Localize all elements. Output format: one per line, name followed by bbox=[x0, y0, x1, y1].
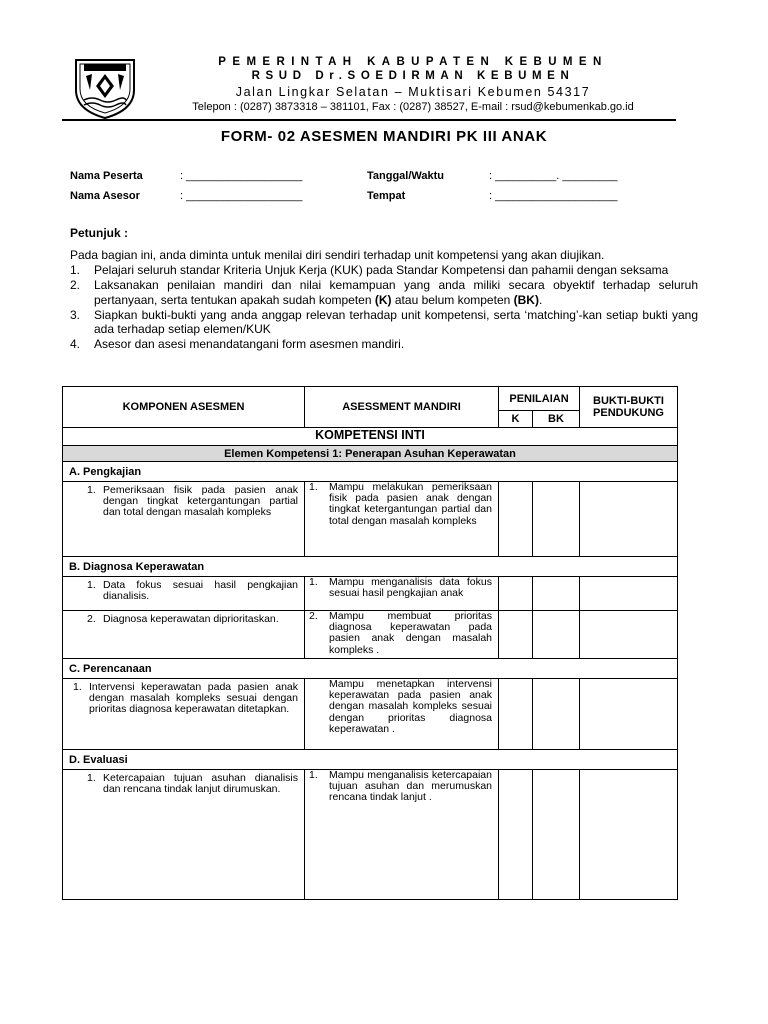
value-tempat[interactable]: : ____________________ bbox=[489, 190, 618, 202]
mandiri-cell bbox=[305, 679, 499, 750]
item-text: Pemeriksaan fisik pada pasien anak dengan tingkat ketergantungan partial dan total dengan masalah kompleks bbox=[103, 484, 298, 519]
mandiri-item bbox=[309, 770, 492, 804]
item-text: Mampu membuat prioritas diagnosa keperawatan pada pasien anak dengan masalah kompleks . bbox=[329, 610, 492, 656]
kebumen-logo bbox=[70, 56, 140, 120]
mandiri-cell bbox=[305, 482, 499, 557]
table-row bbox=[63, 679, 678, 750]
header-bk: BK bbox=[533, 411, 580, 428]
bk-checkbox-cell[interactable] bbox=[533, 770, 580, 900]
label-nama-peserta: Nama Peserta bbox=[70, 170, 143, 182]
komponen-cell bbox=[63, 679, 305, 750]
instruction-text: Siapkan bukti-bukti yang anda anggap relevan terhadap unit kompetensi, serta ‘matching’-kan setiap bukti yang ada terhadap setiap elemen/KUK bbox=[94, 307, 698, 337]
item-number: 1. bbox=[309, 769, 318, 781]
mandiri-cell bbox=[305, 770, 499, 900]
komponen-cell bbox=[63, 611, 305, 659]
header-address: Jalan Lingkar Selatan – Muktisari Kebumen 54317 bbox=[235, 85, 591, 99]
section-row bbox=[63, 750, 678, 770]
letterhead bbox=[62, 52, 676, 120]
assessment-table bbox=[62, 386, 678, 900]
input-tempat[interactable] bbox=[489, 190, 617, 202]
item-number: 1. bbox=[87, 772, 96, 784]
instruction-text: Pelajari seluruh standar Kriteria Unjuk Kerja (KUK) pada Standar Kompetensi dan pahamii dengan seksama bbox=[94, 263, 669, 277]
table-row bbox=[63, 770, 678, 900]
instructions-title: Petunjuk : bbox=[70, 226, 129, 240]
bukti-cell[interactable] bbox=[580, 611, 678, 659]
instruction-number: 4. bbox=[70, 337, 81, 352]
bk-checkbox-cell[interactable] bbox=[533, 611, 580, 659]
section-evaluasi: D. Evaluasi bbox=[63, 750, 678, 770]
field-tanggal bbox=[367, 170, 444, 182]
table-header-row bbox=[63, 387, 678, 411]
item-number: 1. bbox=[87, 579, 96, 591]
table-row bbox=[63, 577, 678, 611]
table-row bbox=[63, 482, 678, 557]
item-text: Mampu menetapkan intervensi keperawatan pada pasien anak dengan masalah kompleks sesuai dengan prioritas diagnosa keperawatan . bbox=[329, 678, 492, 735]
komponen-item bbox=[87, 485, 298, 519]
item-text: Mampu menganalisis data fokus sesuai hasil pengkajian anak bbox=[329, 576, 492, 600]
header-penilaian: PENILAIAN bbox=[499, 387, 580, 411]
header-hospital: RSUD Dr.SOEDIRMAN KEBUMEN bbox=[251, 70, 575, 82]
instruction-number: 3. bbox=[70, 307, 81, 322]
item-number: 1. bbox=[87, 484, 96, 496]
elemen-row bbox=[63, 446, 678, 462]
section-row bbox=[63, 462, 678, 482]
instruction-item bbox=[70, 263, 698, 278]
bukti-cell[interactable] bbox=[580, 482, 678, 557]
header-divider bbox=[62, 119, 676, 121]
input-nama-peserta[interactable] bbox=[180, 170, 302, 182]
item-number: 2. bbox=[309, 610, 318, 622]
komponen-item bbox=[87, 614, 298, 625]
form-title: FORM- 02 ASESMEN MANDIRI PK III ANAK bbox=[220, 128, 548, 145]
header-contact: Telepon : (0287) 3873318 – 381101, Fax : (0287) 38527, E-mail : rsud@kebumenkab.go.id bbox=[192, 101, 634, 113]
item-number: 1. bbox=[73, 681, 82, 693]
komponen-cell bbox=[63, 482, 305, 557]
mandiri-item bbox=[309, 482, 492, 527]
bk-checkbox-cell[interactable] bbox=[533, 679, 580, 750]
instruction-item bbox=[70, 337, 698, 352]
k-checkbox-cell[interactable] bbox=[499, 577, 533, 611]
value-nama-asesor[interactable]: : ___________________ bbox=[180, 190, 303, 202]
header-asessment: ASESSMENT MANDIRI bbox=[305, 387, 499, 428]
komponen-item bbox=[73, 682, 298, 716]
instruction-item bbox=[70, 278, 698, 307]
k-checkbox-cell[interactable] bbox=[499, 611, 533, 659]
k-checkbox-cell[interactable] bbox=[499, 770, 533, 900]
field-nama-peserta bbox=[70, 170, 143, 182]
instructions-intro: Pada bagian ini, anda diminta untuk menilai diri sendiri terhadap unit kompetensi yang akan diujikan. bbox=[70, 248, 605, 262]
komponen-item bbox=[87, 580, 298, 602]
bk-checkbox-cell[interactable] bbox=[533, 482, 580, 557]
kompetensi-inti: KOMPETENSI INTI bbox=[63, 428, 678, 446]
komponen-cell bbox=[63, 577, 305, 611]
mandiri-item bbox=[309, 611, 492, 656]
instruction-bold-bk: (BK) bbox=[513, 292, 539, 307]
komponen-item bbox=[87, 773, 298, 795]
instruction-bold-k: (K) bbox=[374, 292, 392, 307]
instruction-text: Laksanakan penilaian mandiri dan nilai kemampuan yang anda miliki secara obyektif terhadap seluruh pertanyaan, serta tentukan apakah sudah kompeten bbox=[94, 278, 698, 307]
item-number: 2. bbox=[87, 613, 96, 625]
mandiri-cell bbox=[305, 611, 499, 659]
k-checkbox-cell[interactable] bbox=[499, 482, 533, 557]
kompetensi-row bbox=[63, 428, 678, 446]
section-row bbox=[63, 659, 678, 679]
header-komponen: KOMPONEN ASESMEN bbox=[63, 387, 305, 428]
instruction-number: 2. bbox=[70, 278, 81, 293]
label-nama-asesor: Nama Asesor bbox=[70, 190, 140, 202]
item-number: 1. bbox=[309, 576, 318, 588]
input-nama-asesor[interactable] bbox=[180, 190, 302, 202]
instructions-list bbox=[70, 263, 698, 352]
item-text: Mampu melakukan pemeriksaan fisik pada pasien anak dengan tingkat ketergantungan partial dan total dengan masalah kompleks bbox=[329, 481, 492, 527]
instruction-item bbox=[70, 308, 698, 337]
mandiri-item bbox=[309, 679, 492, 735]
instruction-text: Asesor dan asesi menandatangani form asesmen mandiri. bbox=[94, 337, 405, 352]
value-nama-peserta[interactable]: : ___________________ bbox=[180, 170, 303, 182]
field-nama-asesor bbox=[70, 190, 140, 202]
bukti-cell[interactable] bbox=[580, 770, 678, 900]
header-k: K bbox=[499, 411, 533, 428]
mandiri-cell bbox=[305, 577, 499, 611]
item-number: 1. bbox=[309, 481, 318, 493]
elemen-kompetensi: Elemen Kompetensi 1: Penerapan Asuhan Keperawatan bbox=[63, 446, 678, 462]
label-tanggal: Tanggal/Waktu bbox=[367, 170, 444, 182]
item-text: Ketercapaian tujuan asuhan dianalisis dan rencana tindak lanjut dirumuskan. bbox=[103, 772, 298, 796]
input-tanggal[interactable] bbox=[489, 170, 617, 182]
bukti-cell[interactable] bbox=[580, 679, 678, 750]
section-pengkajian: A. Pengkajian bbox=[63, 462, 678, 482]
field-tempat bbox=[367, 190, 405, 202]
mandiri-item bbox=[309, 577, 492, 599]
section-row bbox=[63, 557, 678, 577]
item-text: Diagnosa keperawatan diprioritaskan. bbox=[103, 613, 279, 625]
item-text: Data fokus sesuai hasil pengkajian dianalisis. bbox=[103, 579, 298, 603]
komponen-cell bbox=[63, 770, 305, 900]
header-bukti: BUKTI-BUKTI PENDUKUNG bbox=[580, 387, 678, 428]
section-perencanaan: C. Perencanaan bbox=[63, 659, 678, 679]
table-row bbox=[63, 611, 678, 659]
section-diagnosa: B. Diagnosa Keperawatan bbox=[63, 557, 678, 577]
instruction-text: . bbox=[538, 292, 543, 307]
bukti-cell[interactable] bbox=[580, 577, 678, 611]
bk-checkbox-cell[interactable] bbox=[533, 577, 580, 611]
k-checkbox-cell[interactable] bbox=[499, 679, 533, 750]
label-tempat: Tempat bbox=[367, 190, 406, 202]
value-tanggal[interactable]: : __________. _________ bbox=[489, 170, 618, 182]
item-text: Mampu menganalisis ketercapaian tujuan asuhan dan merumuskan rencana tindak lanjut . bbox=[329, 769, 492, 804]
instruction-number: 1. bbox=[70, 263, 81, 277]
header-government: PEMERINTAH KABUPATEN KEBUMEN bbox=[218, 56, 608, 68]
instruction-text: atau belum kompeten bbox=[391, 292, 514, 307]
item-text: Intervensi keperawatan pada pasien anak dengan masalah kompleks sesuai dengan prioritas diagnosa keperawatan ditetapkan. bbox=[89, 681, 298, 716]
